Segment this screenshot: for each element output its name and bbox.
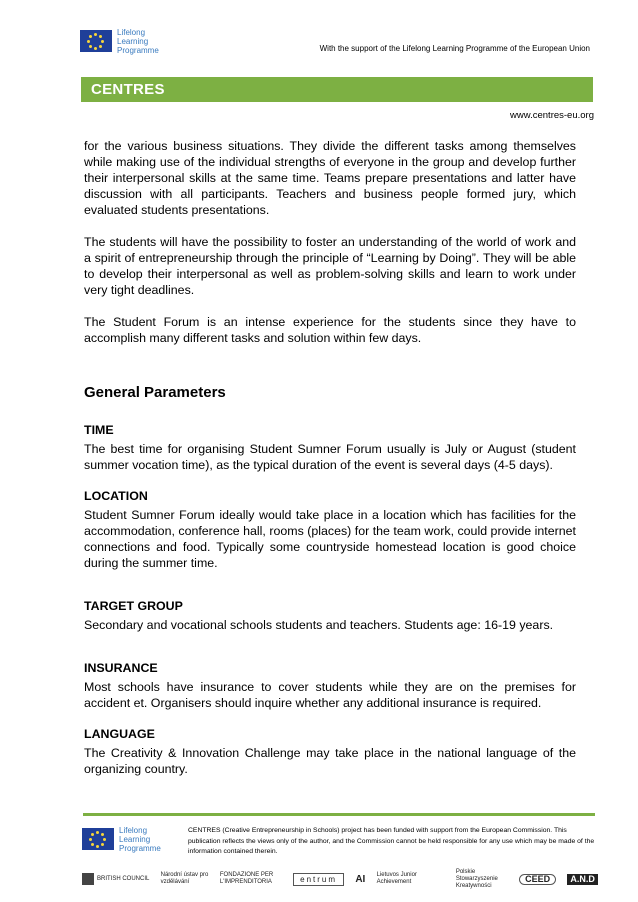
website-url: www.centres-eu.org (510, 110, 594, 121)
parameter-text: The best time for organising Student Sumner Forum usually is July or August (student summer vocation time), as the typical duration of the event is several days (4-5 days). (84, 442, 576, 472)
document-body (84, 138, 576, 793)
pskk-logo: Polskie Stowarzyszenie Kreatywności (455, 868, 498, 889)
intro-paragraph: for the various business situations. They divide the different tasks among themselves while making use of the individual strengths of everyone in the group and develop further their interpersonal skills at the same time. Teams prepare presentations and latter have discussion with all participants. Teachers and business people formed jury, which evaluated students presentations. (84, 139, 576, 217)
logo-text: Lifelong Learning Programme (119, 825, 161, 853)
ceed-logo: CEED (519, 874, 556, 885)
nuv-logo: Národní ústav pro vzdělávání (160, 872, 209, 885)
parameter-heading: TIME (84, 423, 114, 437)
parameter-text: The Creativity & Innovation Challenge may take place in the national language of the organizing country. (84, 746, 576, 776)
parameter-heading: TARGET GROUP (84, 599, 183, 613)
partner-logos (82, 868, 598, 890)
ai-logo: AI (355, 873, 366, 885)
eu-flag-icon (82, 828, 114, 850)
eu-flag-icon (80, 30, 112, 52)
section-title: General Parameters (84, 384, 226, 401)
parameter-text: Most schools have insurance to cover students while they are on the premises for accident et. Organisers should inquire whether any additional insurance is required. (84, 680, 576, 710)
british-council-logo: BRITISH COUNCIL (82, 873, 149, 885)
intro-paragraph: The Student Forum is an intense experience for the students since they have to accomplish many different tasks and solution within few days. (84, 315, 576, 345)
parameter-text: Student Sumner Forum ideally would take place in a location which has facilities for the accommodation, conference hall, rooms (places) for the team work, could provide internet connections and food. Typically some countryside homestead location is good choice during the summer time. (84, 508, 576, 570)
parameter-heading: LOCATION (84, 489, 148, 503)
and-logo: A.N.D (567, 874, 598, 885)
support-text: With the support of the Lifelong Learning Programme of the European Union (319, 44, 590, 53)
logo-text: Lifelong Learning Programme (117, 27, 159, 55)
title-banner (81, 77, 593, 102)
fondazione-logo: FONDAZIONE PER L'IMPRENDITORIA (219, 872, 274, 885)
entrum-logo: entrum (293, 873, 344, 886)
footer-lifelong-learning-logo (82, 825, 178, 853)
lifelong-learning-logo (80, 27, 170, 55)
british-council-icon (82, 873, 94, 885)
junior-achievement-logo: Lietuvos Junior Achievement (376, 872, 417, 885)
parameter-heading: INSURANCE (84, 661, 158, 675)
parameter-text: Secondary and vocational schools students and teachers. Students age: 16-19 years. (84, 618, 554, 632)
banner-title: CENTRES (91, 81, 165, 98)
footer-divider (83, 813, 595, 816)
intro-paragraph: The students will have the possibility to foster an understanding of the world of work and a spirit of entrepreneurship through the principle of “Learning by Doing”. They will be able to develop their interpersonal as well as problem-solving skills and learn to work under very tight deadlines. (84, 235, 576, 297)
parameter-heading: LANGUAGE (84, 727, 155, 741)
funding-disclaimer: CENTRES (Creative Entrepreneurship in Schools) project has been funded with support from the European Commission. This publication reflects the views only of the author, and the Commission cannot be held responsible for any use which may be made of the information contained therein. (188, 827, 595, 855)
